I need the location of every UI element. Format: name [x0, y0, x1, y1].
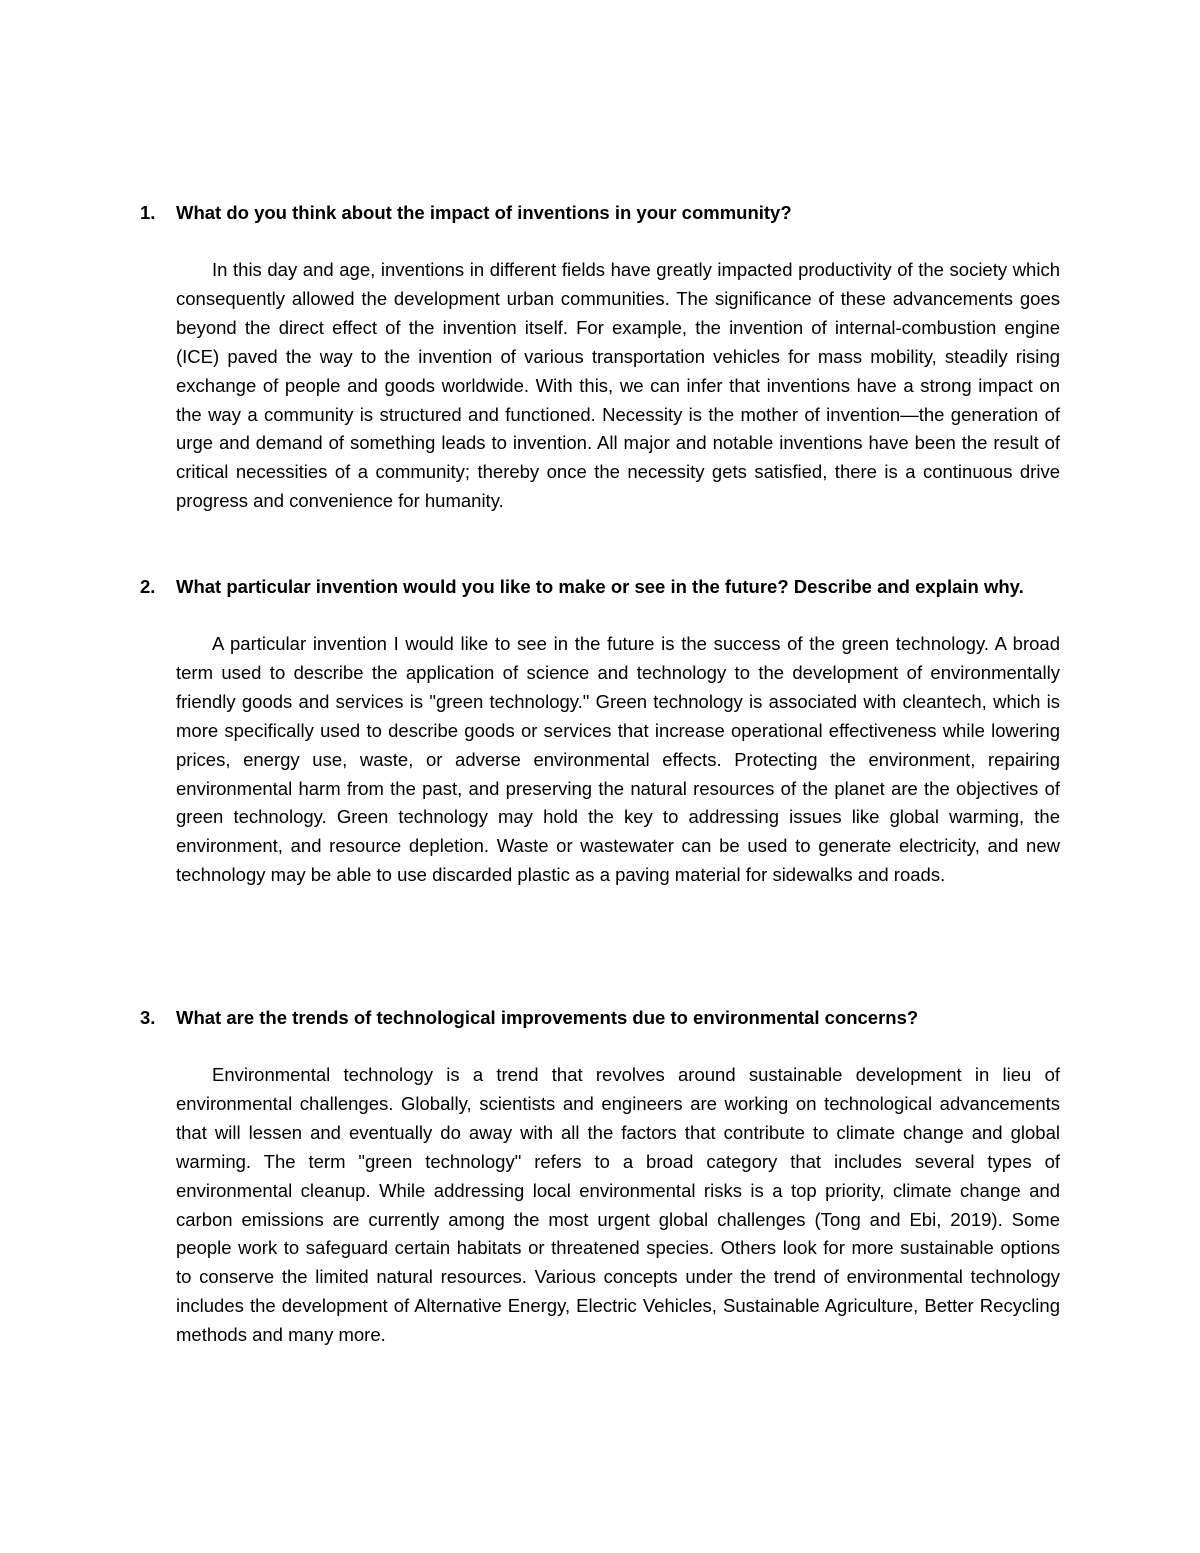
question-number-3: 3. [140, 1007, 156, 1028]
question-heading-3 [140, 1003, 1060, 1032]
question-number-2: 2. [140, 576, 156, 597]
question-text-1: What do you think about the impact of inventions in your community? [176, 202, 792, 223]
answer-paragraph-2: A particular invention I would like to see in the future is the success of the green technology. A broad term used to describe the application of science and technology to the development of environmentally friendly goods and services is "green technology." Green technology is associated with cleantech, which is more specifically used to describe goods or services that increase operational effectiveness while lowering prices, energy use, waste, or adverse environmental effects. Protecting the environment, repairing environmental harm from the past, and preserving the natural resources of the planet are the objectives of green technology. Green technology may hold the key to addressing issues like global warming, the environment, and resource depletion. Waste or wastewater can be used to generate electricity, and new technology may be able to use discarded plastic as a paving material for sidewalks and roads. [176, 633, 1060, 886]
question-number-1: 1. [140, 202, 156, 223]
question-heading-1 [140, 198, 1060, 227]
question-heading-2 [140, 572, 1060, 601]
answer-paragraph-1: In this day and age, inventions in different fields have greatly impacted productivity of the society which consequently allowed the development urban communities. The significance of these advancements goes beyond the direct effect of the invention itself. For example, the invention of internal-combustion engine (ICE) paved the way to the invention of various transportation vehicles for mass mobility, steadily rising exchange of people and goods worldwide. With this, we can infer that inventions have a strong impact on the way a community is structured and functioned. Necessity is the mother of invention—the generation of urge and demand of something leads to invention. All major and notable inventions have been the result of critical necessities of a community; thereby once the necessity gets satisfied, there is a continuous drive progress and convenience for humanity. [176, 259, 1060, 512]
question-text-2: What particular invention would you like to make or see in the future? Describe and explain why. [176, 576, 1024, 597]
question-text-3: What are the trends of technological improvements due to environmental concerns? [176, 1007, 919, 1028]
answer-paragraph-3: Environmental technology is a trend that revolves around sustainable development in lieu of environmental challenges. Globally, scientists and engineers are working on technological advancements that will lessen and eventually do away with all the factors that contribute to climate change and global warming. The term "green technology" refers to a broad category that includes several types of environmental cleanup. While addressing local environmental risks is a top priority, climate change and carbon emissions are currently among the most urgent global challenges (Tong and Ebi, 2019). Some people work to safeguard certain habitats or threatened species. Others look for more sustainable options to conserve the limited natural resources. Various concepts under the trend of environmental technology includes the development of Alternative Energy, Electric Vehicles, Sustainable Agriculture, Better Recycling methods and many more. [176, 1064, 1060, 1346]
question-section-1 [140, 198, 1060, 516]
question-section-2 [140, 572, 1060, 890]
question-section-3 [140, 1003, 1060, 1350]
